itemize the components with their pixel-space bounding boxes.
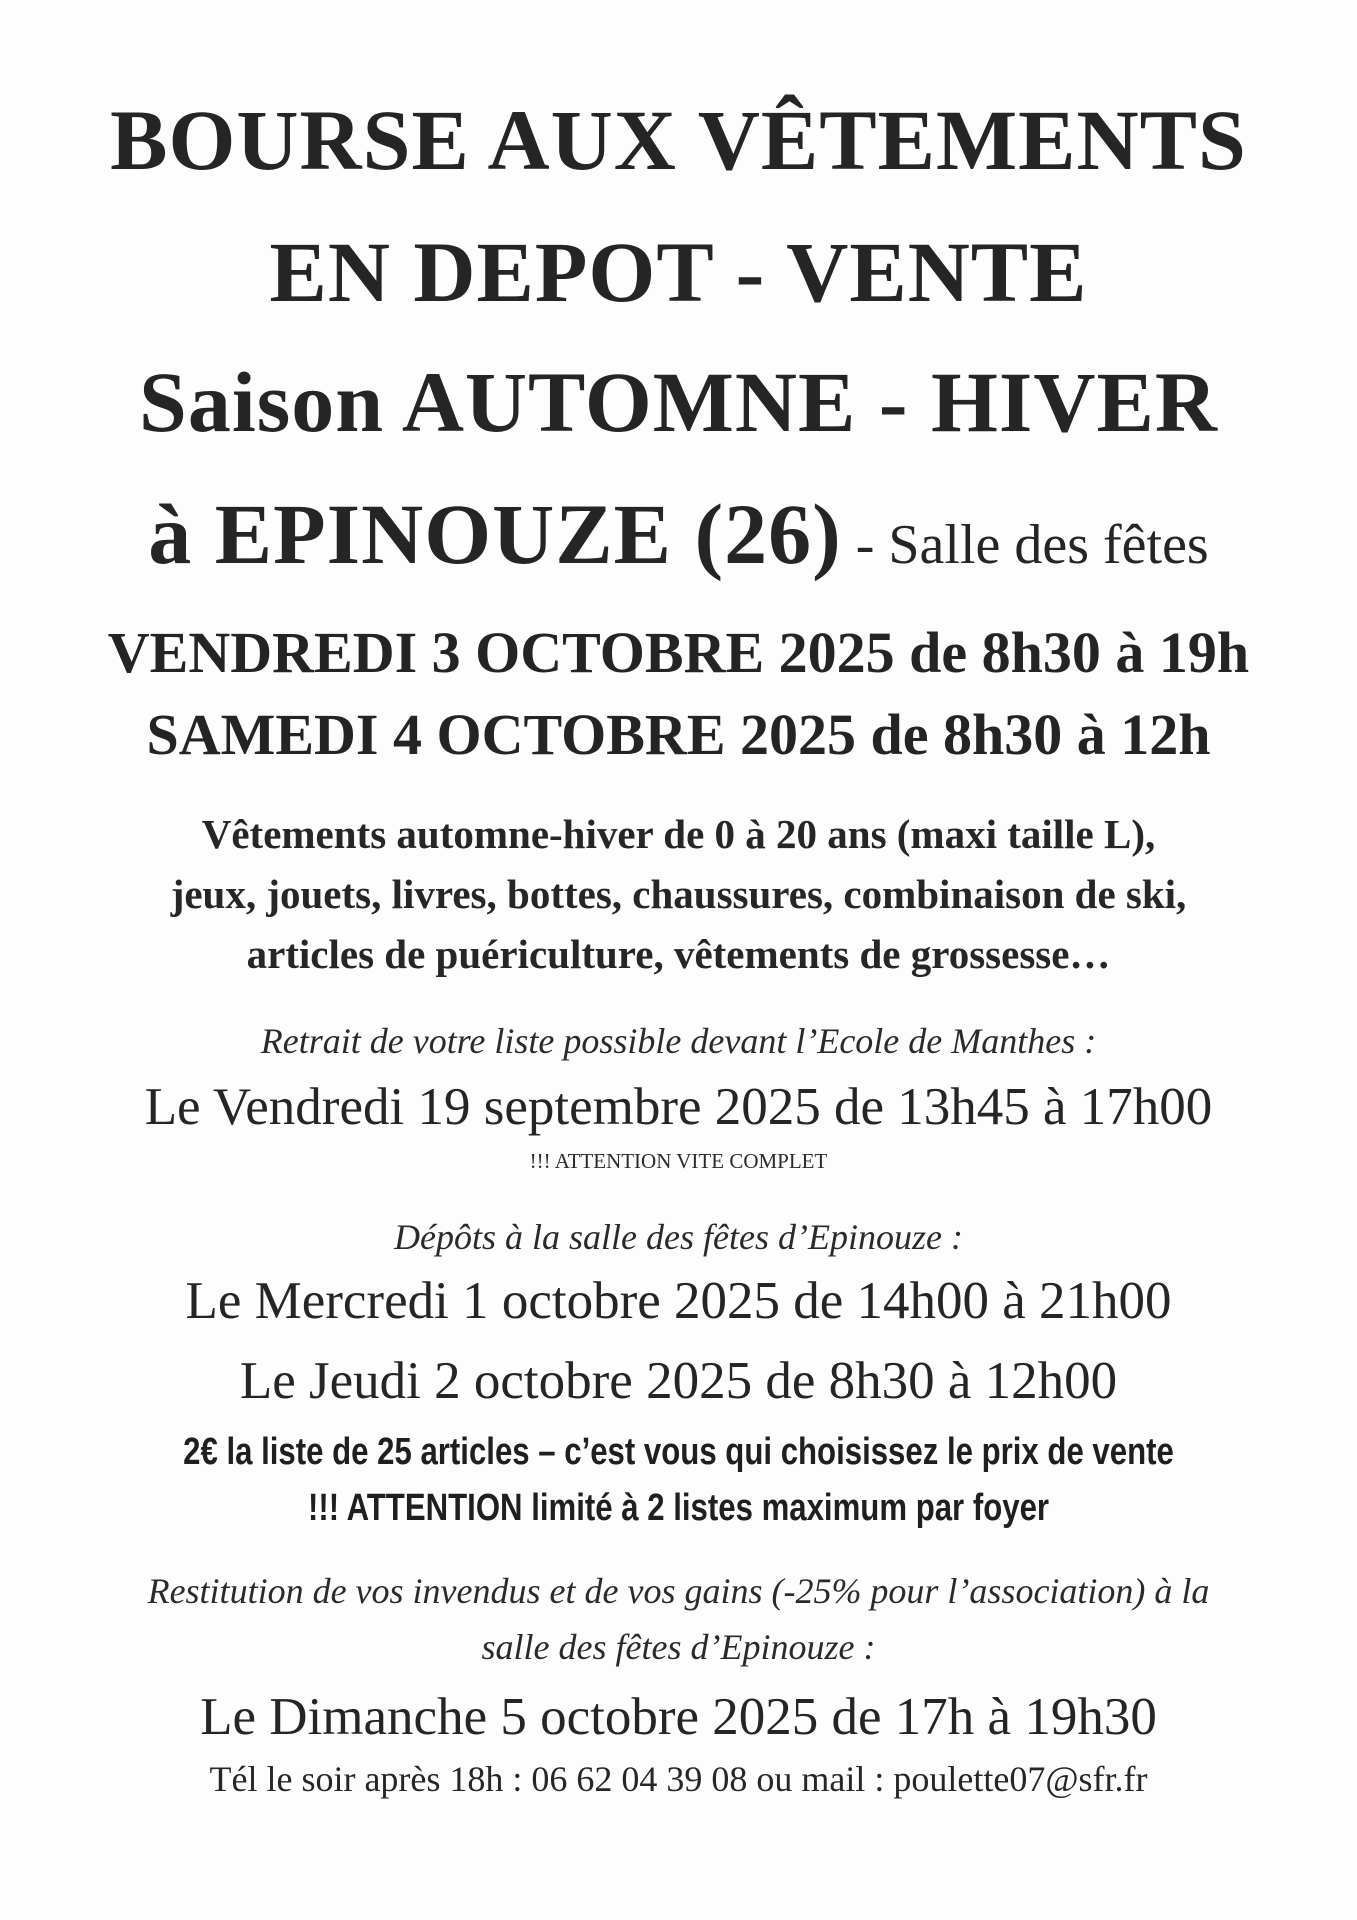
restitution-intro-line-2: salle des fêtes d’Epinouze : [481,1627,876,1667]
headline-line-2: EN DEPOT - VENTE [269,224,1088,320]
headline-line-3: Saison AUTOMNE - HIVER [139,354,1218,450]
headline-line-1: BOURSE AUX VÊTEMENTS [110,92,1247,188]
sale-date-saturday: SAMEDI 4 OCTOBRE 2025 de 8h30 à 12h [146,702,1211,767]
restitution-intro-line-1: Restitution de vos invendus et de vos gains (-25% pour l’association) à la [147,1571,1210,1611]
headline-town: à EPINOUZE (26) [148,486,842,582]
list-pickup-warning: !!! ATTENTION VITE COMPLET [529,1149,828,1173]
deposits-intro: Dépôts à la salle des fêtes d’Epinouze : [394,1217,963,1257]
list-pickup-intro: Retrait de votre liste possible devant l’Ecole de Manthes : [260,1021,1097,1061]
list-pickup-date: Le Vendredi 19 septembre 2025 de 13h45 à 17h00 [144,1078,1213,1136]
items-line-3: articles de puériculture, vêtements de grossesse… [246,931,1111,977]
deposit-date-wednesday: Le Mercredi 1 octobre 2025 de 14h00 à 21h00 [185,1272,1172,1330]
items-line-1: Vêtements automne-hiver de 0 à 20 ans (maxi taille L), [201,811,1156,857]
restitution-date: Le Dimanche 5 octobre 2025 de 17h à 19h30 [200,1688,1157,1746]
items-line-2: jeux, jouets, livres, bottes, chaussures, combinaison de ski, [170,871,1187,917]
sale-date-friday: VENDREDI 3 OCTOBRE 2025 de 8h30 à 19h [107,620,1250,685]
contact-info: Tél le soir après 18h : 06 62 04 39 08 ou mail : poulette07@sfr.fr [209,1759,1148,1799]
headline-location [0,484,1357,595]
deposit-date-thursday: Le Jeudi 2 octobre 2025 de 8h30 à 12h00 [239,1352,1118,1410]
limit-note: !!! ATTENTION limité à 2 listes maximum par foyer [307,1487,1050,1529]
price-note: 2€ la liste de 25 articles – c’est vous qui choisissez le prix de vente [183,1431,1174,1473]
headline-venue: - Salle des fêtes [841,514,1209,576]
